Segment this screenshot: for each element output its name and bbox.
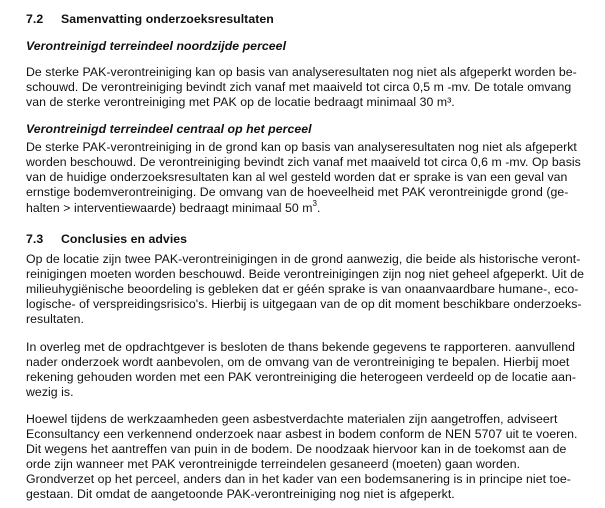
text-line: reinigingen moeten worden beschouwd. Beide verontreinigingen zijn nog niet geheel afgeperkt. Uit de xyxy=(26,267,584,281)
text-line: Grondverzet op het perceel, anders dan in het kader van een bodemsanering is in principe niet toe- xyxy=(26,472,571,486)
text-line: Op de locatie zijn twee PAK-verontreinigingen in de grond aanwezig, die beide als historische veront- xyxy=(26,252,581,266)
subheading-centraal: Verontreinigd terreindeel centraal op het perceel xyxy=(26,122,312,136)
text-line: van de sterke verontreiniging met PAK op de locatie bedraagt minimaal 30 m³. xyxy=(26,95,455,109)
text-line: gestaan. Dit omdat de aangetoonde PAK-verontreiniging nog niet is afgeperkt. xyxy=(26,487,455,501)
superscript: 3 xyxy=(312,198,318,208)
heading-7-2 xyxy=(26,12,274,27)
text-fragment: halten > interventiewaarde) bedraagt minimaal 50 m xyxy=(26,201,313,215)
text-line: De sterke PAK-verontreiniging kan op basis van analyseresultaten nog niet als afgeperkt worden be- xyxy=(26,65,577,79)
text-line: ernstige bodemverontreiniging. De omvang van de hoeveelheid met PAK verontreinigde grond (ge- xyxy=(26,185,569,199)
text-line: milieuhygiënische beoordeling is gebleken dat er géén sprake is van onaanvaardbare humane-, eco- xyxy=(26,282,579,296)
section-number: 7.2 xyxy=(26,12,44,26)
text-line: logische- of verspreidingsrisico's. Hierbij is uitgegaan van de op dit moment beschikbare onderzoeks- xyxy=(26,297,582,311)
text-line: De sterke PAK-verontreiniging in de grond kan op basis van analyseresultaten nog niet als afgeperkt xyxy=(26,140,577,154)
text-line: Econsultancy een verkennend onderzoek naar asbest in bodem conform de NEN 5707 uit te voeren. xyxy=(26,427,578,441)
subheading-noordzijde: Verontreinigd terreindeel noordzijde perceel xyxy=(26,39,287,53)
section-number: 7.3 xyxy=(26,232,44,246)
text-line-with-superscript xyxy=(26,198,321,216)
text-line: Hoewel tijdens de werkzaamheden geen asbestverdachte materialen zijn aangetroffen, adviseert xyxy=(26,412,558,426)
text-line: In overleg met de opdrachtgever is besloten de thans bekende gegevens te rapporteren. aanvullend xyxy=(26,340,575,354)
text-line: nader onderzoek wordt aanbevolen, om de omvang van de verontreiniging te bepalen. Hierbij moet xyxy=(26,355,570,369)
text-line: resultaten. xyxy=(26,312,84,326)
text-line: orde zijn wanneer met PAK verontreinigde terreindelen gesaneerd (moeten) gaan worden. xyxy=(26,457,521,471)
text-line: schouwd. De verontreiniging bevindt zich vanaf met maaiveld tot circa 0,5 m -mv. De totale omvang xyxy=(26,80,572,94)
heading-7-3 xyxy=(26,232,187,247)
text-line: rekening gehouden worden met een PAK verontreiniging die heterogeen verdeeld op de locatie aan- xyxy=(26,370,577,384)
text-line: Dit wegens het aantreffen van puin in de bodem. De noodzaak hiervoor kan in de toekomst aan de xyxy=(26,442,567,456)
text-line: van de huidige onderzoeksresultaten kan al wel gesteld worden dat er sprake is van een geval van xyxy=(26,170,568,184)
text-line: worden beschouwd. De verontreiniging bevindt zich vanaf met maaiveld tot circa 0,6 m -mv. Op basis xyxy=(26,155,581,169)
section-title: Conclusies en advies xyxy=(61,232,188,246)
text-fragment: . xyxy=(317,201,321,215)
text-line: wezig is. xyxy=(26,385,74,399)
section-title: Samenvatting onderzoeksresultaten xyxy=(61,12,274,26)
